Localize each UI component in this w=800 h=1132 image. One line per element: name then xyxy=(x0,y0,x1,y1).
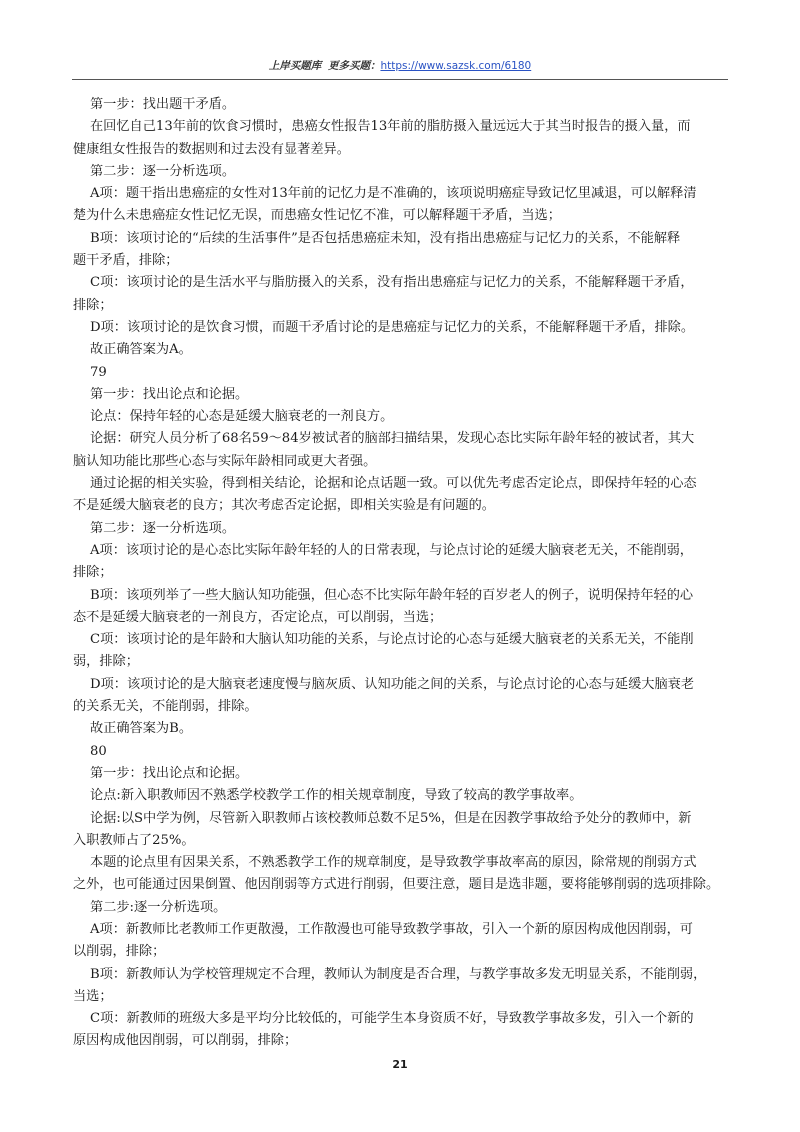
body-line: 在回忆自己13年前的饮食习惯时，患癌女性报告13年前的脂肪摄入量远远大于其当时报告的摄入量，而 xyxy=(90,119,691,135)
body-line: 排除； xyxy=(73,297,113,313)
body-line: B项：该项列举了一些大脑认知功能强，但心态不比实际年龄年轻的百岁老人的例子，说明保持年轻的心 xyxy=(90,587,694,603)
body-line: B项：该项讨论的“后续的生活事件”是否包括患癌症未知，没有指出患癌症与记忆力的关系，不能解释 xyxy=(90,230,681,246)
body-line: B项：新教师认为学校管理规定不合理，教师认为制度是否合理，与教学事故多发无明显关系，不能削弱， xyxy=(90,966,707,982)
body-line: 第一步：找出论点和论据。 xyxy=(90,765,249,781)
header-divider xyxy=(72,79,728,80)
body-line: 通过论据的相关实验，得到相关结论，论据和论点话题一致。可以优先考虑否定论点，即保持年轻的心态 xyxy=(90,476,697,492)
body-line: 入职教师占了25%。 xyxy=(73,832,195,848)
body-line: 弱，排除； xyxy=(73,654,139,670)
body-line: D项：该项讨论的是饮食习惯，而题干矛盾讨论的是患癌症与记忆力的关系，不能解释题干矛盾，排除。 xyxy=(90,319,695,335)
body-line: A项：新教师比老教师工作更散漫，工作散漫也可能导致教学事故，引入一个新的原因构成他因削弱，可 xyxy=(90,921,693,937)
body-line: A项：该项讨论的是心态比实际年龄年轻的人的日常表现，与论点讨论的延缓大脑衰老无关，不能削弱， xyxy=(90,542,693,558)
body-line: 题干矛盾，排除； xyxy=(73,253,179,269)
body-line: 原因构成他因削弱，可以削弱，排除； xyxy=(73,1033,298,1049)
body-line: D项：该项讨论的是大脑衰老速度慢与脑灰质、认知功能之间的关系，与论点讨论的心态与延缓大脑衰老 xyxy=(90,676,695,692)
body-line: 脑认知功能比那些心态与实际年龄相同或更大者强。 xyxy=(73,453,377,469)
body-line: 第一步：找出题干矛盾。 xyxy=(90,97,236,112)
body-line: 故正确答案为B。 xyxy=(90,721,193,737)
body-line: C项：新教师的班级大多是平均分比较低的，可能学生本身资质不好，导致教学事故多发，引入一个新的 xyxy=(90,1011,694,1027)
body-line: 排除； xyxy=(73,565,113,581)
body-line: 楚为什么未患癌症女性记忆无误，而患癌女性记忆不准，可以解释题干矛盾，当选； xyxy=(73,208,561,224)
body-line: 第一步：找出论点和论据。 xyxy=(90,386,249,402)
header-more-label: 更多买题： xyxy=(327,60,381,72)
body-line: 论据:以S中学为例，尽管新入职教师占该校教师总数不足5%，但是在因教学事故给予处分的教师中，新 xyxy=(90,810,692,826)
body-line: 论据：研究人员分析了68名59～84岁被试者的脑部扫描结果，发现心态比实际年龄年轻的被试者，其大 xyxy=(90,431,695,447)
body-line: 第二步：逐一分析选项。 xyxy=(90,163,236,179)
body-line: 79 xyxy=(90,364,107,380)
header-separator xyxy=(321,60,328,72)
document-body xyxy=(73,94,738,1053)
body-line: A项：题干指出患癌症的女性对13年前的记忆力是不准确的，该项说明癌症导致记忆里减退，可以解释清 xyxy=(90,186,697,202)
body-line: 以削弱，排除； xyxy=(73,944,166,960)
body-line: 第二步：逐一分析选项。 xyxy=(90,520,236,536)
header-brand: 上岸买题库 xyxy=(268,60,322,72)
body-line: C项：该项讨论的是生活水平与脂肪摄入的关系，没有指出患癌症与记忆力的关系，不能解释题干矛盾， xyxy=(90,275,694,291)
body-line: 论点：保持年轻的心态是延缓大脑衰老的一剂良方。 xyxy=(90,409,394,425)
page-header xyxy=(72,58,728,76)
body-line: 当选； xyxy=(73,988,113,1004)
body-line: 态不是延缓大脑衰老的一剂良方，否定论点，可以削弱，当选； xyxy=(73,609,443,625)
body-line: 论点:新入职教师因不熟悉学校教学工作的相关规章制度，导致了较高的教学事故率。 xyxy=(90,788,583,804)
body-line: 故正确答案为A。 xyxy=(90,342,192,358)
page-number: 21 xyxy=(392,1058,408,1071)
body-line: 不是延缓大脑衰老的良方；其次考虑否定论据，即相关实验是有问题的。 xyxy=(73,498,495,514)
body-line: 本题的论点里有因果关系，不熟悉教学工作的规章制度，是导致教学事故率高的原因，除常规的削弱方式 xyxy=(90,855,697,871)
body-line: 健康组女性报告的数据则和过去没有显著差异。 xyxy=(73,141,350,157)
body-line: 之外，也可能通过因果倒置、他因削弱等方式进行削弱，但要注意，题目是选非题，要将能够削弱的选项排除。 xyxy=(73,877,720,893)
body-line: 80 xyxy=(90,743,107,759)
body-line: 第二步:逐一分析选项。 xyxy=(90,899,227,915)
body-line: C项：该项讨论的是年龄和大脑认知功能的关系，与论点讨论的心态与延缓大脑衰老的关系无关，不能削 xyxy=(90,632,694,648)
body-line: 的关系无关，不能削弱，排除。 xyxy=(73,699,258,715)
header-url-link[interactable]: https://www.sazsk.com/6180 xyxy=(380,60,532,72)
